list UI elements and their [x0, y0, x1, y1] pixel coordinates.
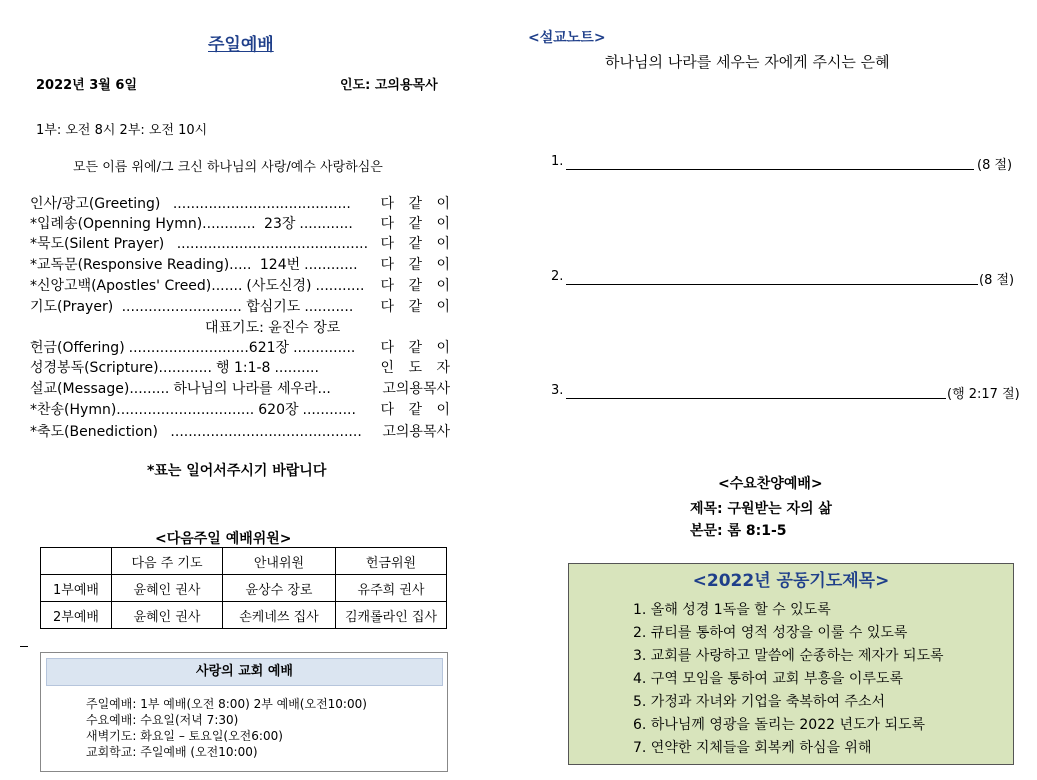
blank-reference: (8 절)	[979, 273, 1015, 288]
order-row	[30, 317, 450, 337]
order-item-text	[30, 357, 319, 377]
order-item-name: 기도(Prayer)	[30, 299, 118, 315]
table-cell: 유주희 권사	[336, 575, 447, 602]
order-item-dots: ...........................................	[176, 236, 369, 252]
order-item-dots: ..........	[274, 360, 319, 376]
blank-line	[566, 398, 946, 399]
order-item-text	[205, 317, 340, 337]
order-item-leader: 인 도 자	[380, 360, 450, 376]
order-item-dots: ...........	[315, 278, 365, 294]
order-item-dots: ...........	[304, 299, 354, 315]
order-item-name: 인사/광고(Greeting)	[30, 196, 165, 212]
order-item-leader: 다 같 이	[380, 196, 450, 212]
table-cell: 2부예배	[41, 602, 112, 629]
prayer-item: 3. 교회를 사랑하고 말씀에 순종하는 제자가 되도록	[633, 648, 944, 664]
order-item-dots: ...........................................	[170, 424, 362, 440]
table-header-row	[41, 548, 447, 575]
order-item-name: *찬송(Hymn)...............................	[30, 402, 255, 418]
order-item-detail: 124번	[259, 257, 301, 273]
order-item-detail: ........................... 합심기도	[121, 299, 301, 315]
praise-theme: 모든 이름 위에/그 크신 하나님의 사랑/예수 사랑하심은	[73, 160, 383, 175]
table-cell: 손케네쓰 집사	[223, 602, 336, 629]
service-times: 1부: 오전 8시 2부: 오전 10시	[36, 123, 208, 138]
order-item-detail: 하나님의 나라를 세우라...	[173, 381, 331, 397]
order-item-dots: ........................................	[172, 196, 351, 212]
blank-reference: (행 2:17 절)	[947, 387, 1020, 402]
prayer-item: 1. 올해 성경 1독을 할 수 있도록	[633, 602, 831, 618]
prayer-item: 5. 가정과 자녀와 기업을 축복하여 주소서	[633, 694, 885, 710]
blank-number: 2.	[551, 269, 564, 284]
order-item-text	[30, 213, 353, 233]
order-row	[30, 357, 450, 377]
wednesday-service-title: <수요찬양예배>	[718, 476, 823, 492]
order-item-text	[30, 254, 358, 274]
church-box-line: 수요예배: 수요일(저녁 7:30)	[86, 713, 239, 727]
blank-line	[566, 169, 974, 170]
order-item-leader: 다 같 이	[380, 278, 450, 294]
order-item-text	[30, 421, 362, 441]
order-row	[30, 213, 450, 233]
order-row	[30, 233, 450, 253]
church-box-line: 주일예배: 1부 예배(오전 8:00) 2부 예배(오전10:00)	[86, 697, 367, 711]
wednesday-subject: 제목: 구원받는 자의 삶	[690, 501, 832, 517]
table-row	[41, 575, 447, 602]
order-item-name: 헌금(Offering)	[30, 340, 125, 356]
order-item-detail: ...........................621장	[128, 340, 290, 356]
order-item-leader: 다 같 이	[380, 257, 450, 273]
order-item-leader: 다 같 이	[380, 402, 450, 418]
blank-reference: (8 절)	[977, 158, 1013, 173]
prayer-item: 2. 큐티를 통하여 영적 성장을 이룰 수 있도록	[633, 625, 908, 641]
order-row	[30, 337, 450, 357]
order-item-name: *축도(Benediction)	[30, 424, 163, 440]
table-cell: 윤혜인 권사	[112, 575, 223, 602]
church-box-line: 새벽기도: 화요일 – 토요일(오전6:00)	[86, 729, 283, 743]
order-item-name: *입례송(Openning Hymn)............	[30, 216, 261, 232]
order-item-text	[30, 233, 368, 253]
order-row	[30, 399, 450, 419]
order-item-detail: (사도신경)	[246, 278, 312, 294]
order-item-leader: 고의용목사	[382, 381, 450, 397]
order-row	[30, 296, 450, 316]
order-item-detail: 23장	[264, 216, 296, 232]
order-row	[30, 378, 450, 398]
page-title: 주일예배	[208, 35, 274, 55]
order-item-name: 설교(Message).........	[30, 381, 170, 397]
order-item-leader: 다 같 이	[380, 236, 450, 252]
service-date: 2022년 3월 6일	[36, 78, 137, 93]
order-item-detail: 행 1:1-8	[215, 360, 271, 376]
order-item-text	[30, 399, 356, 419]
church-worship-box	[40, 652, 448, 772]
table-header-cell: 안내위원	[223, 548, 336, 575]
order-item-text	[30, 296, 353, 316]
order-item-dots: ..............	[293, 340, 356, 356]
order-item-dots: ............	[304, 257, 358, 273]
order-item-leader: 고의용목사	[382, 424, 450, 440]
order-item-detail: 620장	[258, 402, 299, 418]
table-cell: 윤상수 장로	[223, 575, 336, 602]
order-item-leader: 다 같 이	[380, 299, 450, 315]
blank-line	[566, 284, 978, 285]
table-header-cell: 다음 주 기도	[112, 548, 223, 575]
blank-number: 3.	[551, 383, 564, 398]
order-item-name: *신앙고백(Apostles' Creed).......	[30, 278, 243, 294]
order-item-text	[30, 337, 355, 357]
next-week-table	[40, 547, 447, 629]
sermon-note-label: <설교노트>	[528, 30, 606, 46]
prayer-item: 6. 하나님께 영광을 돌리는 2022 년도가 되도록	[633, 717, 926, 733]
prayer-topics-title: <2022년 공동기도제목>	[692, 571, 890, 591]
table-header-cell: 헌금위원	[336, 548, 447, 575]
order-item-name: *교독문(Responsive Reading).....	[30, 257, 256, 273]
order-row	[30, 193, 450, 213]
sermon-title: 하나님의 나라를 세우는 자에게 주시는 은혜	[605, 53, 890, 71]
order-row	[30, 254, 450, 274]
order-item-name: 성경봉독(Scripture)............	[30, 360, 212, 376]
table-cell: 윤혜인 권사	[112, 602, 223, 629]
church-box-title: 사랑의 교회 예배	[46, 658, 443, 686]
order-item-text	[30, 378, 335, 398]
order-item-text	[30, 193, 351, 213]
order-item-leader: 다 같 이	[380, 216, 450, 232]
prayer-item: 7. 연약한 지체들을 회복케 하심을 위해	[633, 740, 872, 756]
table-cell: 1부예배	[41, 575, 112, 602]
order-item-leader: 다 같 이	[380, 340, 450, 356]
blank-number: 1.	[551, 154, 564, 169]
order-row	[30, 275, 450, 295]
divider-mark	[20, 646, 28, 647]
next-week-title: <다음주일 예배위원>	[155, 531, 292, 547]
order-row	[30, 421, 450, 441]
prayer-item: 4. 구역 모임을 통하여 교회 부흥을 이루도록	[633, 671, 903, 687]
prayer-topics-box	[568, 563, 1014, 765]
order-item-dots: ............	[299, 216, 353, 232]
church-box-line: 교회학교: 주일예배 (오전10:00)	[86, 745, 258, 759]
table-row	[41, 602, 447, 629]
order-item-name: *묵도(Silent Prayer)	[30, 236, 169, 252]
order-item-detail: 대표기도: 윤진수 장로	[205, 320, 341, 336]
order-item-dots: ............	[302, 402, 356, 418]
service-leader: 인도: 고의용목사	[340, 78, 438, 93]
table-cell: 김캐롤라인 집사	[336, 602, 447, 629]
order-item-text	[30, 275, 364, 295]
stand-note: *표는 일어서주시기 바랍니다	[147, 463, 327, 479]
table-header-cell	[41, 548, 112, 575]
wednesday-text: 본문: 롬 8:1-5	[690, 523, 787, 539]
